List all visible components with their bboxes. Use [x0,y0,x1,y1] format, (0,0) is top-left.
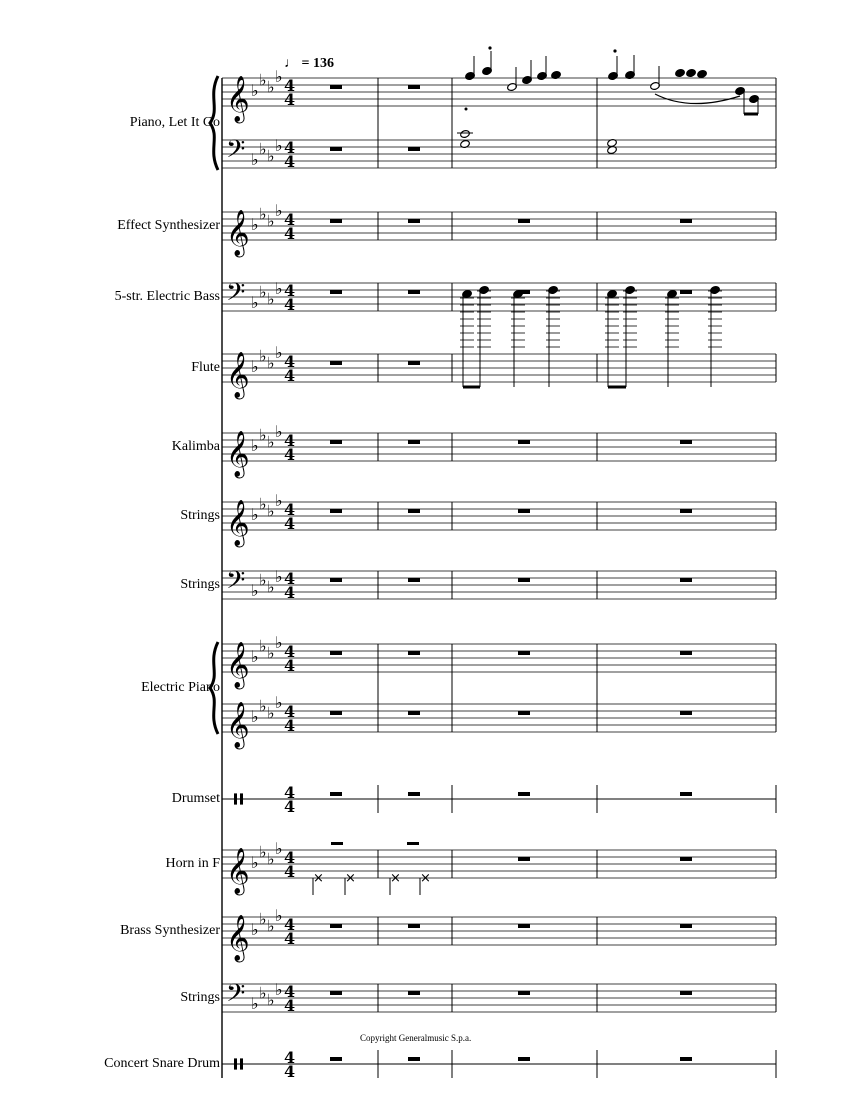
flat-sign: ♭ [275,633,283,652]
flat-sign: ♭ [267,916,275,936]
whole-rest [330,361,342,365]
staff-11 [222,783,776,816]
flat-sign: ♭ [259,983,267,1003]
time-signature-bottom: 4 [284,366,296,385]
cross-notehead: × [345,871,356,886]
instrument-label: Brass Synthesizer [120,923,220,938]
flat-sign: ♭ [267,146,275,166]
whole-rest [680,991,692,995]
treble-clef: 𝄞 [226,500,250,546]
flat-sign: ♭ [267,990,275,1010]
time-signature-top: 4 [284,1048,296,1067]
flat-sign: ♭ [275,201,283,220]
flat-sign: ♭ [267,849,275,869]
instrument-label: Kalimba [171,439,220,454]
whole-rest [680,290,692,294]
whole-rest [408,219,420,223]
flat-sign: ♭ [251,853,259,872]
staff-6 [222,422,776,479]
cross-notehead: × [390,871,401,886]
whole-rest [330,509,342,513]
instrument-label: Drumset [171,791,220,806]
cross-notehead: × [420,871,431,886]
flat-sign: ♭ [275,693,283,712]
whole-rest [408,290,420,294]
whole-rest [331,842,343,845]
whole-rest [330,290,342,294]
flat-sign: ♭ [275,279,283,298]
instrument-label: Piano, Let It Go [129,115,220,130]
flat-sign: ♭ [259,282,267,302]
instrument-label: 5-str. Electric Bass [114,289,220,304]
flat-sign: ♭ [267,77,275,97]
flat-sign: ♭ [259,346,267,366]
flat-sign: ♭ [259,425,267,445]
time-signature-top: 4 [284,431,296,450]
whole-rest [408,924,420,928]
staff-7 [222,491,776,548]
instrument-label: Strings [180,990,220,1005]
whole-rest [330,85,342,89]
whole-rest [408,85,420,89]
percussion-clef [240,793,243,804]
flat-sign: ♭ [259,570,267,590]
instrument-label: Horn in F [165,856,220,871]
whole-rest [408,509,420,513]
instrument-label: Electric Piano [141,680,220,695]
whole-rest [518,792,530,796]
whole-rest [330,792,342,796]
time-signature-bottom: 4 [284,152,296,171]
whole-rest [330,924,342,928]
whole-rest [330,651,342,655]
flat-sign: ♭ [275,491,283,510]
flat-sign: ♭ [267,703,275,723]
flat-sign: ♭ [251,920,259,939]
time-signature-bottom: 4 [284,295,296,314]
note-head [697,69,708,78]
whole-rest [518,509,530,513]
treble-clef: 𝄞 [226,431,250,477]
whole-rest [518,924,530,928]
instrument-label: Strings [180,577,220,592]
whole-rest [408,651,420,655]
treble-clef: 𝄞 [226,76,250,122]
whole-rest [680,578,692,582]
staff-9 [222,633,776,690]
whole-rest [680,651,692,655]
time-signature-bottom: 4 [284,514,296,533]
flat-sign: ♭ [251,647,259,666]
note-head [675,68,686,77]
time-signature-bottom: 4 [284,656,296,675]
flat-sign: ♭ [267,577,275,597]
staff-15 [222,1048,776,1081]
whole-rest [680,1057,692,1061]
time-signature-top: 4 [284,982,296,1001]
flat-sign: ♭ [259,70,267,90]
time-signature-top: 4 [284,138,296,157]
flat-sign: ♭ [251,357,259,376]
treble-clef: 𝄞 [226,702,250,748]
flat-sign: ♭ [267,211,275,231]
whole-rest [408,578,420,582]
time-signature-bottom: 4 [284,797,296,816]
flat-sign: ♭ [267,643,275,663]
whole-rest [408,711,420,715]
time-signature-bottom: 4 [284,996,296,1015]
staff-14 [222,979,776,1015]
time-signature-top: 4 [284,702,296,721]
treble-clef: 𝄞 [226,642,250,688]
whole-rest [408,147,420,151]
flat-sign: ♭ [275,67,283,86]
percussion-clef [240,1058,243,1069]
flat-sign: ♭ [251,293,259,312]
time-signature-top: 4 [284,76,296,95]
time-signature-top: 4 [284,915,296,934]
staccato-dot [465,108,468,111]
staff-3 [222,201,776,258]
time-signature-top: 4 [284,642,296,661]
whole-rest [680,792,692,796]
treble-clef: 𝄞 [226,915,250,961]
flat-sign: ♭ [267,289,275,309]
time-signature-top: 4 [284,210,296,229]
treble-clef: 𝄞 [226,848,250,894]
bass-clef: 𝄢 [226,566,246,601]
time-signature-bottom: 4 [284,90,296,109]
time-signature-bottom: 4 [284,716,296,735]
whole-rest [408,361,420,365]
flat-sign: ♭ [259,909,267,929]
note-head [460,129,471,138]
staff-8 [222,566,776,602]
whole-rest [330,991,342,995]
flat-sign: ♭ [251,436,259,455]
percussion-clef [234,793,237,804]
flat-sign: ♭ [267,353,275,373]
staccato-dot [488,46,491,49]
whole-rest [330,440,342,444]
whole-rest [680,711,692,715]
whole-rest [518,578,530,582]
time-signature-top: 4 [284,783,296,802]
time-signature-bottom: 4 [284,445,296,464]
flat-sign: ♭ [275,422,283,441]
flat-sign: ♭ [251,581,259,600]
copyright-notice: Copyright Generalmusic S.p.a. [360,1033,472,1043]
whole-rest [408,792,420,796]
flat-sign: ♭ [275,906,283,925]
flat-sign: ♭ [251,150,259,169]
whole-rest [330,578,342,582]
staff-13 [222,906,776,963]
time-signature-bottom: 4 [284,583,296,602]
whole-rest [518,857,530,861]
treble-clef: 𝄞 [226,352,250,398]
whole-rest [408,1057,420,1061]
flat-sign: ♭ [259,842,267,862]
flat-sign: ♭ [275,839,283,858]
whole-rest [408,440,420,444]
flat-sign: ♭ [259,636,267,656]
instrument-label: Effect Synthesizer [117,218,220,233]
bass-clef: 𝄢 [226,135,246,170]
instrument-label: Concert Snare Drum [104,1056,220,1071]
time-signature-top: 4 [284,352,296,371]
instrument-label: Strings [180,508,220,523]
flat-sign: ♭ [267,501,275,521]
whole-rest [680,857,692,861]
flat-sign: ♭ [275,980,283,999]
whole-rest [680,509,692,513]
whole-rest [518,440,530,444]
percussion-clef [234,1058,237,1069]
flat-sign: ♭ [251,81,259,100]
whole-rest [518,219,530,223]
whole-rest [330,1057,342,1061]
time-signature-bottom: 4 [284,862,296,881]
staff-2 [222,135,776,171]
flat-sign: ♭ [267,432,275,452]
whole-rest [518,651,530,655]
whole-rest [408,991,420,995]
flat-sign: ♭ [275,136,283,155]
instrument-label: Flute [191,360,220,375]
flat-sign: ♭ [275,567,283,586]
note-head [686,68,697,77]
flat-sign: ♭ [259,494,267,514]
time-signature-bottom: 4 [284,224,296,243]
time-signature-bottom: 4 [284,1062,296,1081]
flat-sign: ♭ [259,139,267,159]
time-signature-top: 4 [284,569,296,588]
time-signature-bottom: 4 [284,929,296,948]
whole-rest [330,147,342,151]
time-signature-top: 4 [284,500,296,519]
staff-5 [222,343,776,400]
tempo-marking: ♩ = 136 [284,56,334,71]
flat-sign: ♭ [251,994,259,1013]
whole-rest [680,440,692,444]
bass-clef: 𝄢 [226,278,246,313]
flat-sign: ♭ [251,707,259,726]
whole-rest [330,711,342,715]
cross-notehead: × [313,871,324,886]
whole-rest [518,711,530,715]
whole-rest [518,991,530,995]
staff-12 [222,839,776,896]
staff-10 [222,693,776,750]
flat-sign: ♭ [259,696,267,716]
treble-clef: 𝄞 [226,210,250,256]
whole-rest [330,219,342,223]
flat-sign: ♭ [251,215,259,234]
whole-rest [680,219,692,223]
time-signature-top: 4 [284,281,296,300]
flat-sign: ♭ [275,343,283,362]
bass-clef: 𝄢 [226,979,246,1014]
whole-rest [680,924,692,928]
staccato-dot [613,49,616,52]
flat-sign: ♭ [251,505,259,524]
time-signature-top: 4 [284,848,296,867]
flat-sign: ♭ [259,204,267,224]
whole-rest [518,1057,530,1061]
whole-rest [407,842,419,845]
staff-4 [222,278,776,314]
